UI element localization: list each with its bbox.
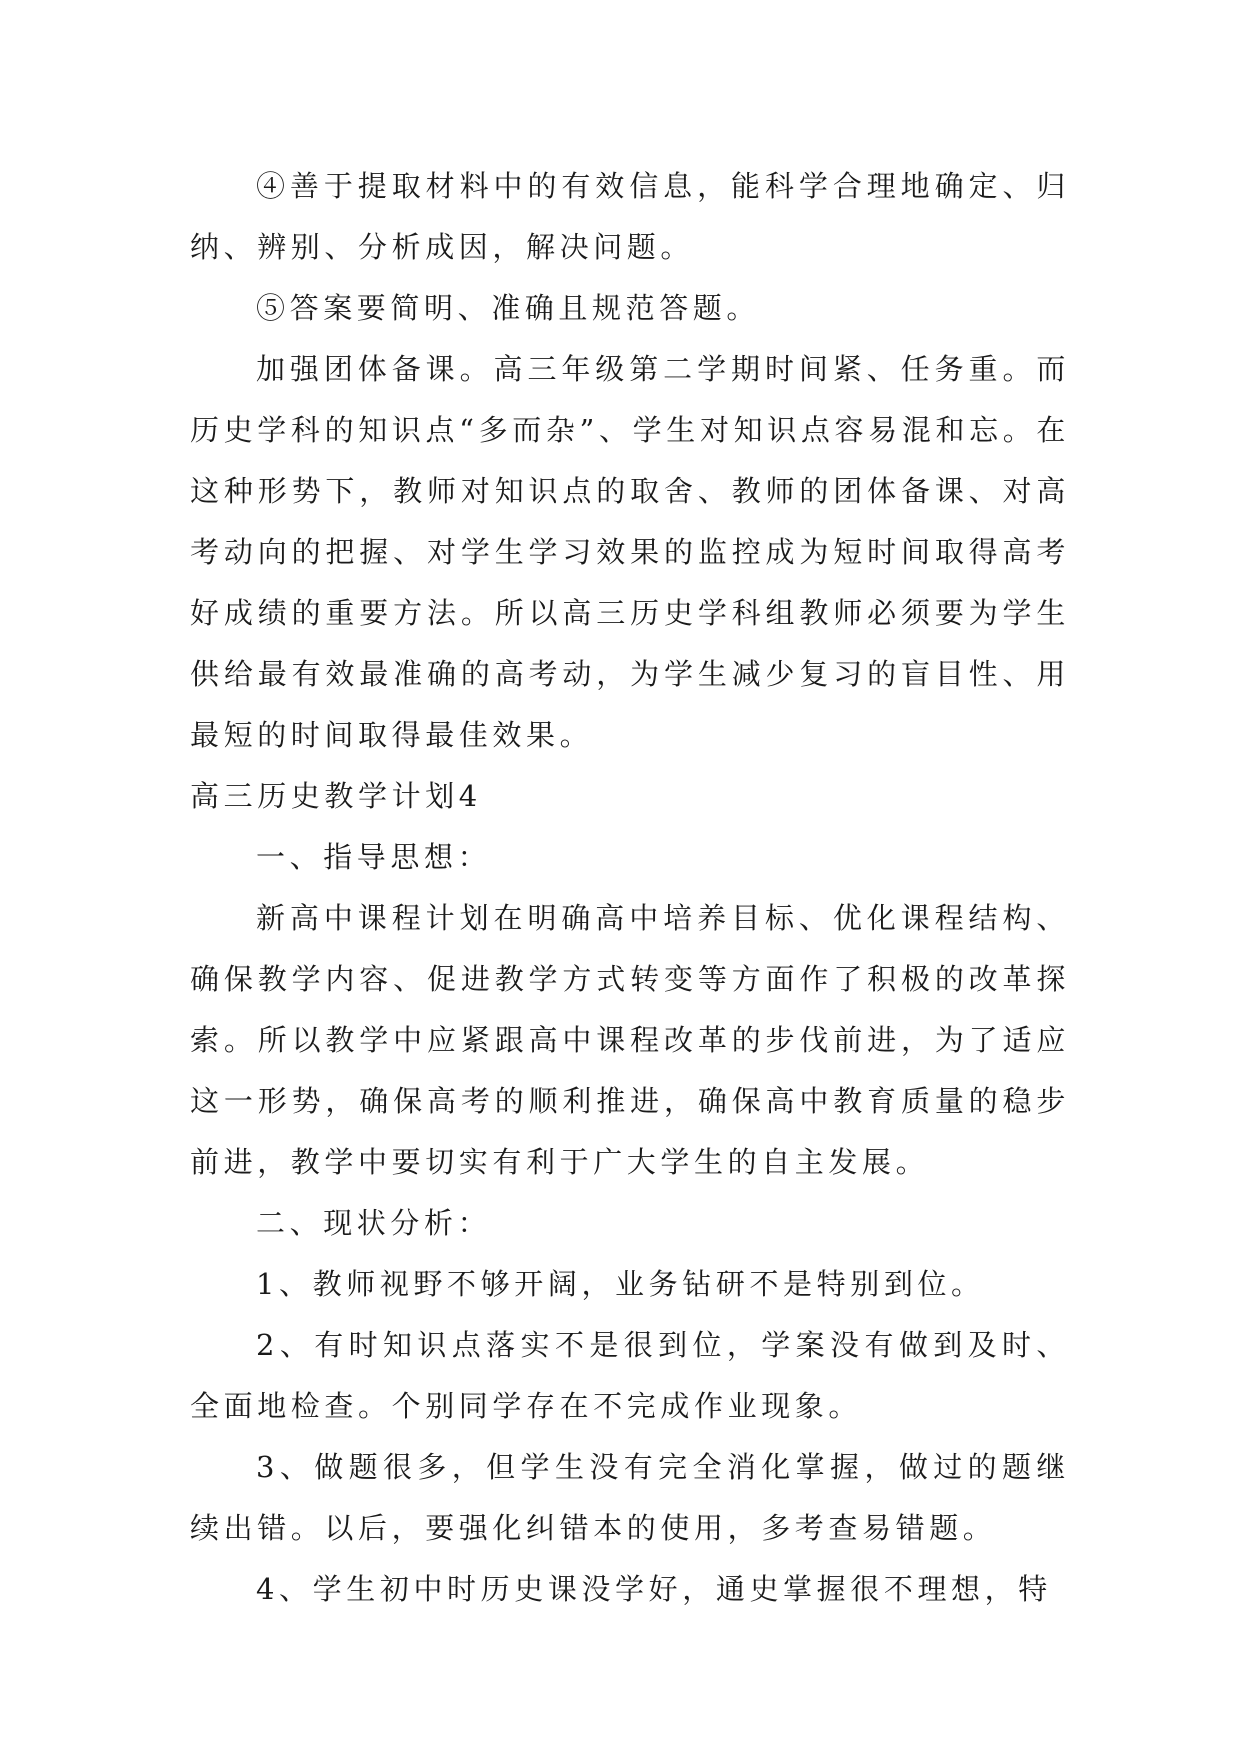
paragraph: 新高中课程计划在明确高中培养目标、优化课程结构、确保教学内容、促进教学方式转变等方面作了积极的改革探索。所以教学中应紧跟高中课程改革的步伐前进，为了适应这一形势，确保高考的顺利推进，确保高中教育质量的稳步前进，教学中要切实有利于广大学生的自主发展。 bbox=[190, 901, 1070, 1179]
paragraph: 一、指导思想： bbox=[256, 840, 492, 874]
section-heading: 高三历史教学计划4 bbox=[190, 779, 482, 813]
paragraph: 3、做题很多，但学生没有完全消化掌握，做过的题继续出错。以后，要强化纠错本的使用，多考查易错题。 bbox=[190, 1450, 1070, 1545]
paragraph: 4、学生初中时历史课没学好，通史掌握很不理想，特 bbox=[256, 1572, 1052, 1606]
paragraph: ⑤答案要简明、准确且规范答题。 bbox=[256, 291, 761, 325]
document-body bbox=[190, 156, 1070, 1620]
paragraph: ④善于提取材料中的有效信息，能科学合理地确定、归纳、辨别、分析成因，解决问题。 bbox=[190, 169, 1070, 264]
paragraph: 二、现状分析： bbox=[256, 1206, 492, 1240]
paragraph: 加强团体备课。高三年级第二学期时间紧、任务重。而历史学科的知识点“多而杂”、学生对知识点容易混和忘。在这种形势下，教师对知识点的取舍、教师的团体备课、对高考动向的把握、对学生学习效果的监控成为短时间取得高考好成绩的重要方法。所以高三历史学科组教师必须要为学生供给最有效最准确的高考动，为学生减少复习的盲目性、用最短的时间取得最佳效果。 bbox=[190, 352, 1070, 752]
paragraph: 2、有时知识点落实不是很到位，学案没有做到及时、全面地检查。个别同学存在不完成作业现象。 bbox=[190, 1328, 1070, 1423]
paragraph: 1、教师视野不够开阔，业务钻研不是特别到位。 bbox=[256, 1267, 985, 1301]
